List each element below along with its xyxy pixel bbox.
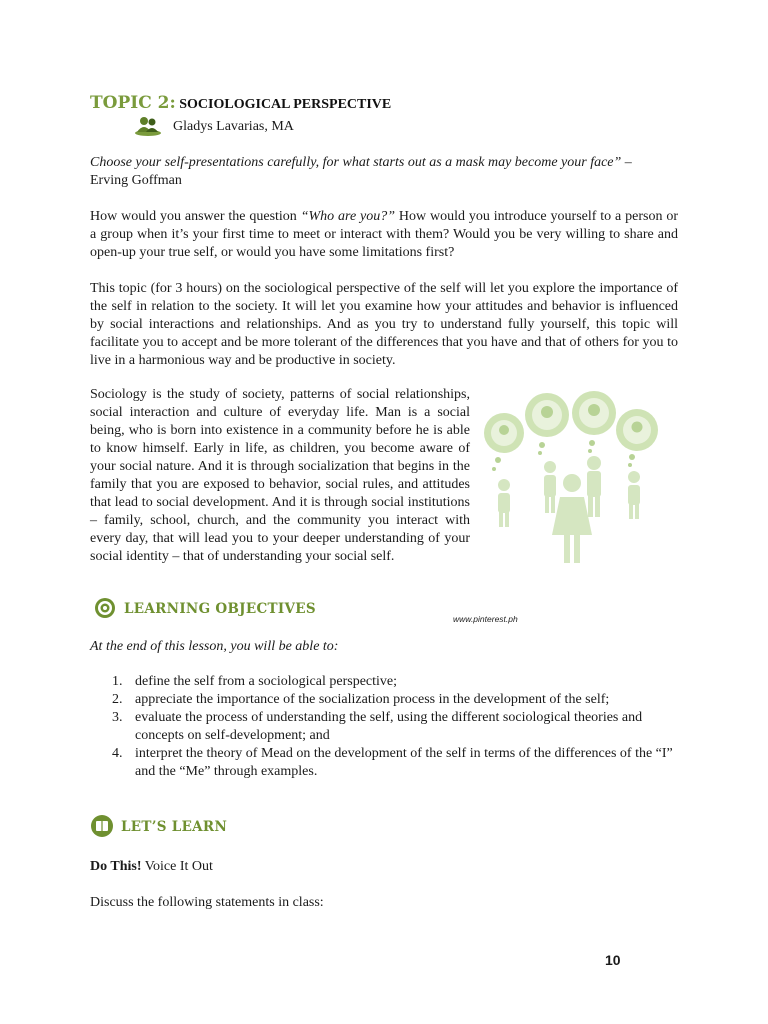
lets-learn-heading: LET’S LEARN	[121, 819, 228, 835]
list-item: 4. interpret the theory of Mead on the development of the self in terms of the differences of the “I” and the “Me” through examples.	[112, 746, 673, 779]
do-this-label: Do This!	[90, 859, 142, 874]
book-icon	[90, 814, 114, 838]
family-thought-bubbles-illustration	[482, 385, 672, 570]
do-this-title: Voice It Out	[141, 859, 213, 874]
topic-heading	[90, 94, 391, 114]
topic-title: SOCIOLOGICAL PERSPECTIVE	[179, 97, 392, 112]
overview-text: This topic (for 3 hours) on the sociological perspective of the self will let you explore the importance of the self in relation to the society. It will let you examine how your attitudes and behavior is influenced by social interactions and relationships. And as you try to understand fully yourself, this topic will facilitate you to accept and be more tolerant of the differences that you have and that of others for you to live in a harmonious way and be productive in society.	[90, 281, 678, 368]
list-item: 3. evaluate the process of understanding the self, using the different sociological theories and concepts on self-development; and	[112, 710, 643, 743]
sociology-paragraph	[90, 386, 470, 566]
objectives-intro: At the end of this lesson, you will be able to:	[90, 639, 339, 654]
discussion-instruction: Discuss the following statements in class:	[90, 895, 324, 910]
topic-label: TOPIC 2:	[90, 93, 176, 113]
question-text: “Who are you?”	[300, 209, 396, 224]
topic-overview-paragraph	[90, 280, 678, 370]
list-item: 2. appreciate the importance of the socialization process in the development of the self;	[112, 692, 610, 707]
list-item: 1. define the self from a sociological perspective;	[112, 674, 398, 689]
intro-text: How would you answer the question	[90, 209, 301, 224]
image-credit: www.pinterest.ph	[453, 614, 518, 624]
do-this-line	[90, 858, 213, 876]
page-number: 10	[605, 952, 621, 968]
quote-attribution: Erving Goffman	[90, 173, 182, 188]
sociology-text: Sociology is the study of society, patterns of social relationships, social interaction and culture of everyday life. Man is a social being, who is born into existence in a community before he is able to know himself. Early in life, as children, you become aware of your social nature. And it is through socialization that begins in the family that you are exposed to behavior, social rules, and attitudes that lead to social development. And it is through social institutions – family, school, church, and the community you interact with every day, that will lead you to your deeper understanding of your social identity – that of understanding your social self.	[90, 387, 470, 564]
quote-text: Choose your self-presentations carefully, for what starts out as a mask may become your face” –	[90, 155, 632, 170]
epigraph	[90, 154, 680, 190]
target-icon	[94, 597, 116, 619]
intro-text-rest: How would you introduce yourself to a person or a group when it’s your first time to meet or interact with them? Would you be very willing to share and open-up your true self, or would you have some limitations first?	[90, 209, 679, 260]
intro-paragraph	[90, 208, 678, 262]
objectives-list	[90, 673, 678, 781]
author-people-icon	[134, 114, 162, 136]
author-name: Gladys Lavarias, MA	[173, 119, 294, 134]
learning-objectives-heading: LEARNING OBJECTIVES	[124, 601, 316, 617]
